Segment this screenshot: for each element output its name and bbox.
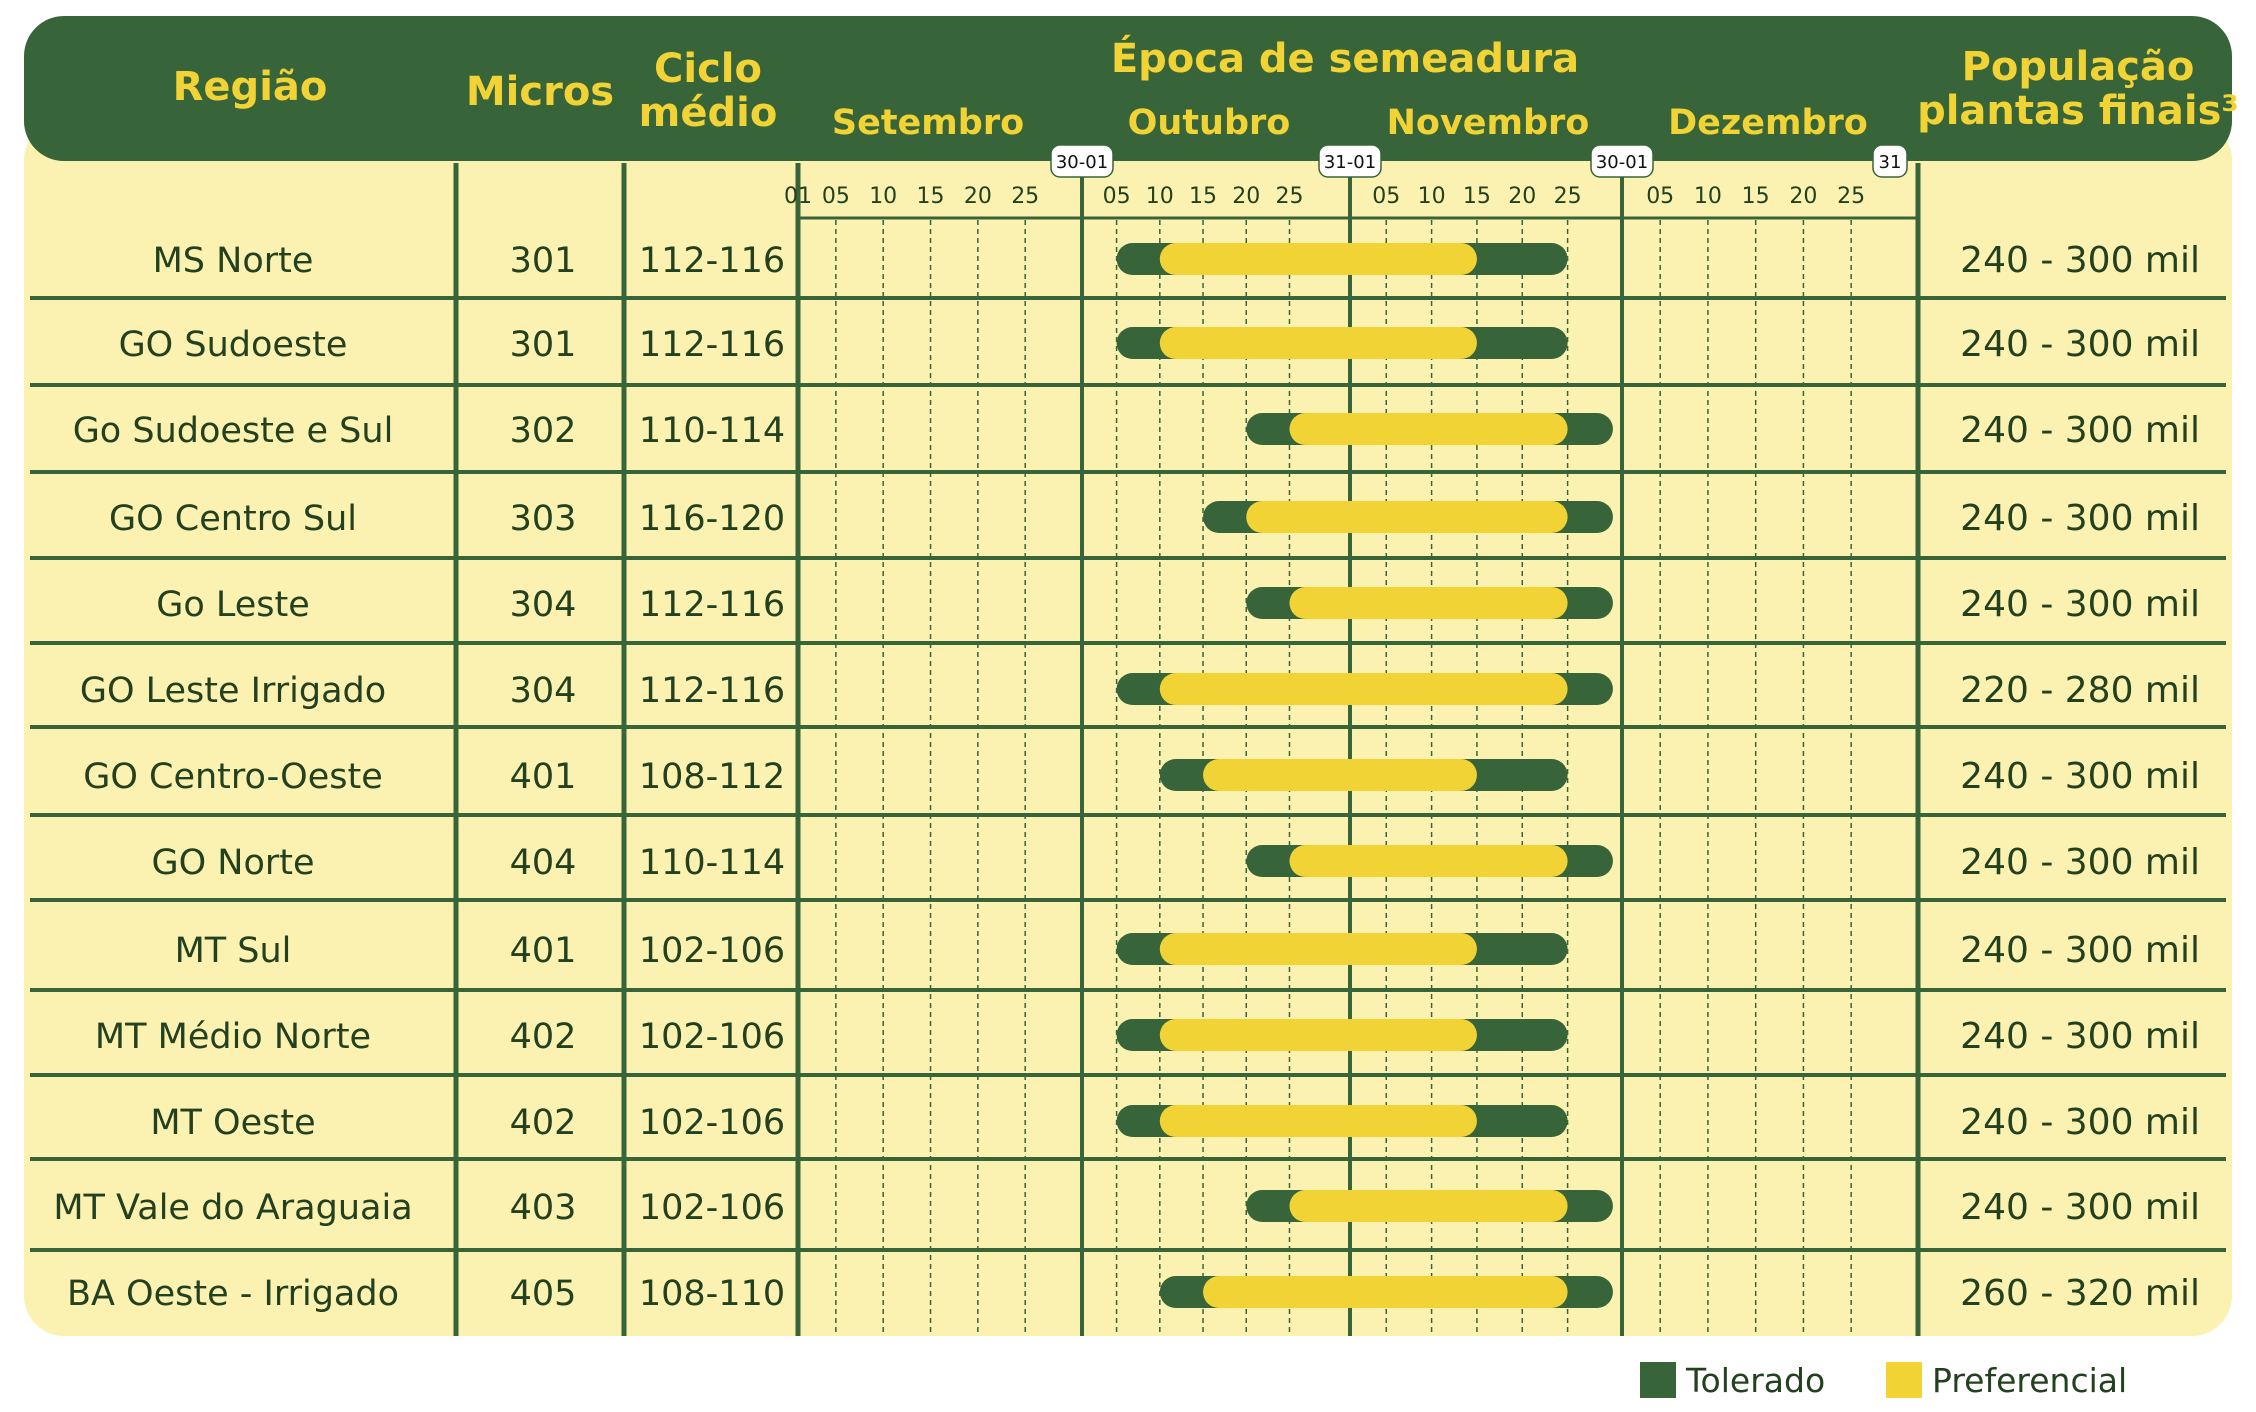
header-ciclo-line2: médio bbox=[638, 90, 778, 136]
cell-populacao: 260 - 320 mil bbox=[1960, 1273, 2200, 1314]
day-tick-label: 05 bbox=[1372, 184, 1401, 209]
cell-ciclo: 112-116 bbox=[638, 671, 786, 711]
month-label-novembro: Novembro bbox=[1386, 103, 1590, 143]
cell-ciclo: 102-106 bbox=[638, 1103, 786, 1143]
day-tick-label: 01 bbox=[784, 184, 812, 209]
cell-micros: 304 bbox=[509, 585, 577, 625]
cell-regiao: MT Sul bbox=[174, 931, 292, 971]
day-tick-label: 20 bbox=[1789, 184, 1818, 209]
cell-micros: 405 bbox=[509, 1274, 577, 1314]
header-regiao: Região bbox=[172, 64, 328, 110]
cell-ciclo: 110-114 bbox=[638, 843, 786, 883]
month-label-dezembro: Dezembro bbox=[1668, 103, 1868, 143]
day-tick-label: 10 bbox=[1145, 184, 1174, 209]
day-tick-label: 25 bbox=[1837, 184, 1866, 209]
header-ciclo-line1: Ciclo bbox=[654, 46, 762, 92]
bar-preferencial bbox=[1203, 759, 1477, 791]
cell-populacao: 240 - 300 mil bbox=[1960, 410, 2200, 451]
boundary-marker-label: 31-01 bbox=[1323, 152, 1377, 173]
cell-populacao: 240 - 300 mil bbox=[1960, 930, 2200, 971]
bar-preferencial bbox=[1160, 327, 1477, 359]
header-populacao-line1: População bbox=[1961, 44, 2195, 90]
cell-ciclo: 112-116 bbox=[638, 585, 786, 625]
cell-micros: 401 bbox=[509, 931, 577, 971]
day-tick-label: 25 bbox=[1553, 184, 1582, 209]
cell-ciclo: 102-106 bbox=[638, 1188, 786, 1228]
day-tick-label: 05 bbox=[1646, 184, 1675, 209]
boundary-marker-label: 30-01 bbox=[1595, 152, 1649, 173]
cell-ciclo: 112-116 bbox=[638, 325, 786, 365]
day-tick-label: 20 bbox=[1508, 184, 1537, 209]
cell-regiao: MS Norte bbox=[152, 241, 314, 281]
bar-preferencial bbox=[1246, 501, 1567, 533]
cell-regiao: GO Leste Irrigado bbox=[79, 671, 387, 711]
bar-preferencial bbox=[1160, 933, 1477, 965]
bar-preferencial bbox=[1289, 587, 1567, 619]
bar-preferencial bbox=[1160, 243, 1477, 275]
cell-regiao: GO Centro-Oeste bbox=[83, 757, 383, 797]
cell-populacao: 240 - 300 mil bbox=[1960, 842, 2200, 883]
header-micros: Micros bbox=[465, 69, 615, 115]
cell-ciclo: 108-110 bbox=[638, 1274, 786, 1314]
legend-label-tolerado: Tolerado bbox=[1686, 1361, 1826, 1400]
boundary-marker-label: 30-01 bbox=[1055, 152, 1109, 173]
cell-regiao: GO Sudoeste bbox=[118, 325, 348, 365]
cell-regiao: BA Oeste - Irrigado bbox=[66, 1274, 400, 1314]
cell-ciclo: 102-106 bbox=[638, 1017, 786, 1057]
day-tick-label: 20 bbox=[1232, 184, 1261, 209]
day-tick-label: 10 bbox=[1417, 184, 1446, 209]
cell-micros: 402 bbox=[509, 1017, 577, 1057]
cell-populacao: 240 - 300 mil bbox=[1960, 240, 2200, 281]
cell-populacao: 240 - 300 mil bbox=[1960, 324, 2200, 365]
cell-regiao: MT Vale do Araguaia bbox=[53, 1188, 413, 1228]
cell-ciclo: 116-120 bbox=[638, 499, 786, 539]
cell-ciclo: 108-112 bbox=[638, 757, 786, 797]
day-tick-label: 05 bbox=[821, 184, 850, 209]
cell-populacao: 240 - 300 mil bbox=[1960, 498, 2200, 539]
legend-swatch-tolerado bbox=[1640, 1362, 1676, 1398]
day-tick-label: 25 bbox=[1275, 184, 1304, 209]
cell-populacao: 240 - 300 mil bbox=[1960, 1016, 2200, 1057]
bar-preferencial bbox=[1289, 413, 1567, 445]
cell-micros: 404 bbox=[509, 843, 577, 883]
header-epoca: Época de semeadura bbox=[1110, 36, 1580, 82]
day-tick-label: 10 bbox=[869, 184, 898, 209]
day-tick-label: 20 bbox=[963, 184, 992, 209]
legend bbox=[1640, 1361, 2127, 1400]
cell-regiao: GO Norte bbox=[151, 843, 315, 883]
bar-preferencial bbox=[1160, 673, 1568, 705]
bar-preferencial bbox=[1160, 1105, 1477, 1137]
day-tick-label: 15 bbox=[916, 184, 945, 209]
day-tick-label: 15 bbox=[1189, 184, 1218, 209]
bar-preferencial bbox=[1203, 1276, 1568, 1308]
cell-micros: 301 bbox=[509, 325, 577, 365]
day-tick-label: 10 bbox=[1693, 184, 1722, 209]
cell-micros: 401 bbox=[509, 757, 577, 797]
boundary-marker-label: 31 bbox=[1878, 152, 1902, 173]
cell-populacao: 240 - 300 mil bbox=[1960, 1102, 2200, 1143]
legend-label-preferencial: Preferencial bbox=[1932, 1361, 2128, 1400]
cell-micros: 301 bbox=[509, 241, 577, 281]
legend-swatch-preferencial bbox=[1886, 1362, 1922, 1398]
cell-micros: 302 bbox=[509, 411, 577, 451]
month-label-outubro: Outubro bbox=[1127, 103, 1291, 143]
day-tick-label: 25 bbox=[1011, 184, 1040, 209]
bar-preferencial bbox=[1160, 1019, 1477, 1051]
day-tick-label: 05 bbox=[1102, 184, 1131, 209]
cell-regiao: GO Centro Sul bbox=[109, 499, 357, 539]
cell-populacao: 240 - 300 mil bbox=[1960, 584, 2200, 625]
cell-micros: 402 bbox=[509, 1103, 577, 1143]
cell-populacao: 240 - 300 mil bbox=[1960, 1187, 2200, 1228]
cell-populacao: 220 - 280 mil bbox=[1960, 670, 2200, 711]
cell-micros: 403 bbox=[509, 1188, 577, 1228]
cell-ciclo: 112-116 bbox=[638, 241, 786, 281]
cell-micros: 303 bbox=[509, 499, 577, 539]
month-label-setembro: Setembro bbox=[831, 103, 1025, 143]
day-tick-label: 15 bbox=[1462, 184, 1491, 209]
day-tick-label: 15 bbox=[1741, 184, 1770, 209]
bar-preferencial bbox=[1289, 845, 1567, 877]
cell-populacao: 240 - 300 mil bbox=[1960, 756, 2200, 797]
cell-ciclo: 102-106 bbox=[638, 931, 786, 971]
cell-regiao: Go Leste bbox=[156, 585, 310, 625]
cell-ciclo: 110-114 bbox=[638, 411, 786, 451]
header-populacao-line2: plantas finais³ bbox=[1917, 88, 2239, 134]
cell-regiao: MT Oeste bbox=[150, 1103, 316, 1143]
cell-regiao: MT Médio Norte bbox=[94, 1017, 372, 1057]
cell-regiao: Go Sudoeste e Sul bbox=[72, 411, 394, 451]
cell-micros: 304 bbox=[509, 671, 577, 711]
bar-preferencial bbox=[1289, 1190, 1567, 1222]
